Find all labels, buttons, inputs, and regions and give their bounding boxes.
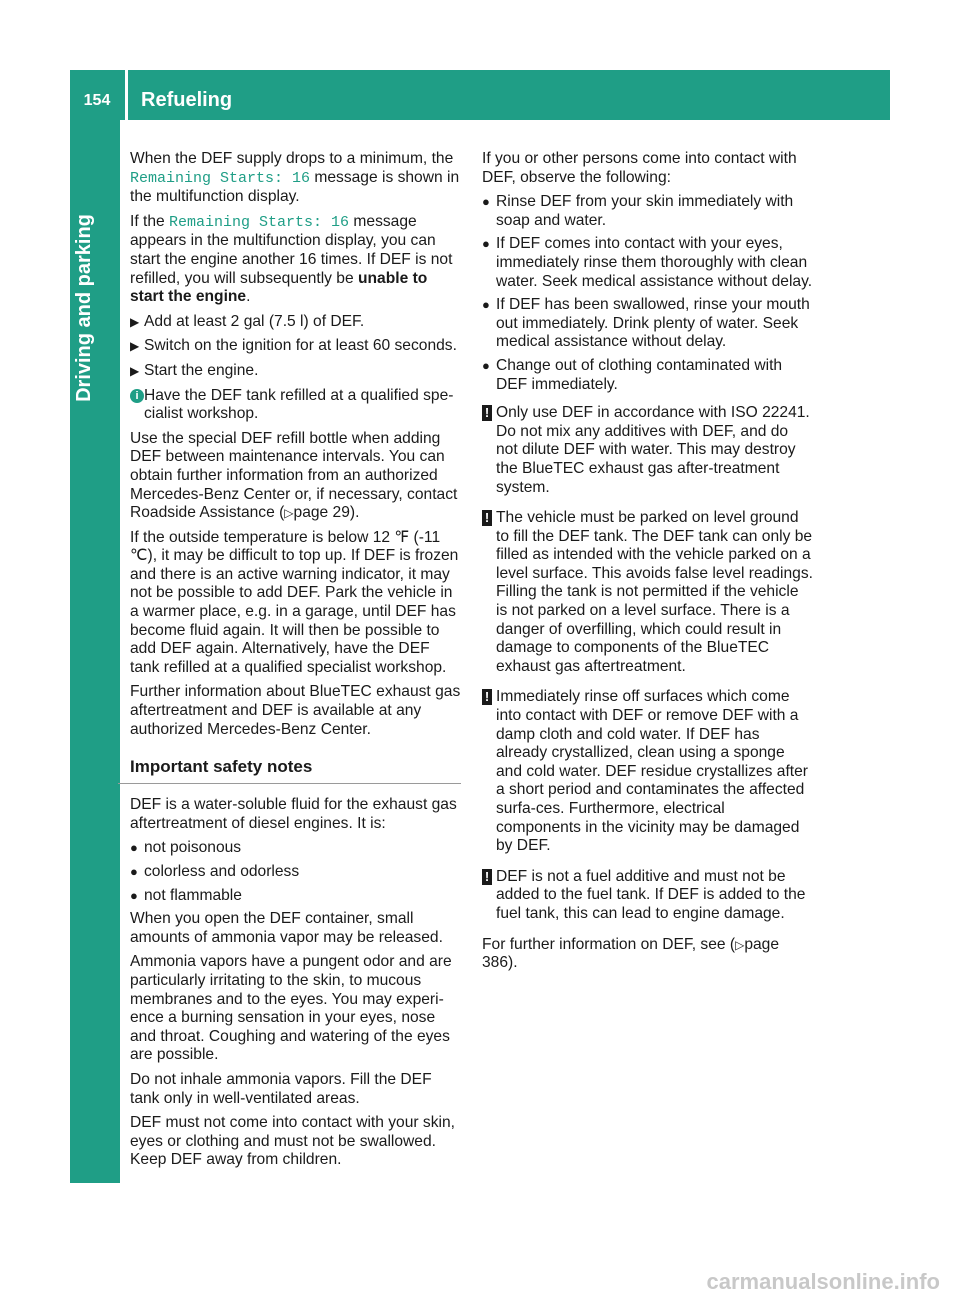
warning-note: ! Immediately rinse off surfaces which come into contact with DEF or remove DEF with a damp cloth and cold water. If DEF has already crystallized, clean using a sponge and cold water. DEF residue crystallizes after a short period and contaminates the affected surfa-ces. Furthermore, electrical components in the vicinity may be damaged by DEF. bbox=[482, 688, 814, 855]
display-message: Remaining Starts: 16 bbox=[169, 213, 350, 231]
arrow-icon: ▶ bbox=[130, 339, 140, 354]
bullet-icon: ● bbox=[482, 194, 490, 210]
arrow-icon: ▶ bbox=[130, 363, 140, 378]
warning-note: ! Only use DEF in accordance with ISO 22241. Do not mix any additives with DEF, and do not dilute DEF with water. This may destroy the BlueTEC exhaust gas after-treatment system. bbox=[482, 404, 814, 497]
side-tab-gap bbox=[70, 1183, 120, 1255]
bullet-icon: ● bbox=[130, 840, 138, 856]
header-divider bbox=[125, 70, 128, 120]
paragraph: DEF is a water-soluble fluid for the exhaust gas aftertreatment of diesel engines. It is: bbox=[130, 796, 457, 832]
list-item: ● not poisonous bbox=[130, 839, 242, 857]
warning-note: ! The vehicle must be parked on level ground to fill the DEF tank. The DEF tank can only be filled as intended with the vehicle parked on a level surface. This avoids false level readings. Filling the tank is not permitted if the vehicle is not parked on a level surface. There is a danger of overfilling, which could result in damage to components of the BlueTEC exhaust gas aftertreatment. bbox=[482, 509, 814, 676]
watermark: carmanualsonline.info bbox=[706, 1269, 940, 1294]
list-item: ● If DEF comes into contact with your eyes, immediately rinse them thoroughly with clean water. Seek medical assistance without delay. bbox=[482, 235, 813, 290]
bullet-icon: ● bbox=[482, 297, 490, 313]
page-ref-triangle-icon: ▷ bbox=[735, 937, 745, 952]
left-column bbox=[130, 150, 461, 1176]
page-title: Refueling bbox=[141, 89, 233, 111]
bullet-icon: ● bbox=[482, 236, 490, 252]
bullet-icon: ● bbox=[130, 887, 138, 903]
paragraph: For further information on DEF, see (▷page 386). bbox=[482, 935, 780, 972]
paragraph: When the DEF supply drops to a minimum, the Remaining Starts: 16 message is shown in the multifunction display. bbox=[130, 150, 460, 206]
step-item: ▶ Switch on the ignition for at least 60 seconds. bbox=[130, 337, 457, 355]
exclamation-icon: ! bbox=[482, 405, 492, 421]
paragraph: Use the special DEF refill bottle when adding DEF between maintenance intervals. You can obtain further information from an authorized Mercedes-Benz Center or, if necessary, contact Roadside Assistance (▷page 29). bbox=[130, 429, 458, 522]
paragraph: Do not inhale ammonia vapors. Fill the DEF tank only in well-ventilated areas. bbox=[130, 1070, 432, 1107]
bullet-icon: ● bbox=[482, 357, 490, 373]
warning-note: ! DEF is not a fuel additive and must not be added to the fuel tank. If DEF is added to the fuel tank, this can lead to engine damage. bbox=[482, 868, 814, 924]
paragraph: Further information about BlueTEC exhaust gas aftertreatment and DEF is available at any authorized Mercedes-Benz Center. bbox=[130, 683, 461, 738]
step-item: ▶ Add at least 2 gal (7.5 l) of DEF. bbox=[130, 312, 365, 330]
exclamation-icon: ! bbox=[482, 510, 492, 526]
info-note: i Have the DEF tank refilled at a qualified spe-cialist workshop. bbox=[130, 387, 461, 424]
exclamation-icon: ! bbox=[482, 689, 492, 705]
page-number: 154 bbox=[83, 92, 111, 109]
exclamation-icon: ! bbox=[482, 869, 492, 885]
page-ref-triangle-icon: ▷ bbox=[284, 506, 294, 521]
display-message: Remaining Starts: 16 bbox=[130, 169, 311, 187]
list-item: ● Rinse DEF from your skin immediately with soap and water. bbox=[482, 193, 794, 229]
section-rule bbox=[118, 783, 461, 784]
list-item: ● not flammable bbox=[130, 886, 242, 904]
right-column bbox=[482, 150, 814, 979]
list-item: ● Change out of clothing contaminated with DEF immediately. bbox=[482, 356, 783, 393]
list-item: ● If DEF has been swallowed, rinse your mouth out immediately. Drink plenty of water. Seek medical assistance without delay. bbox=[482, 296, 810, 351]
step-item: ▶ Start the engine. bbox=[130, 361, 259, 379]
bullet-icon: ● bbox=[130, 864, 138, 879]
paragraph: When you open the DEF container, small amounts of ammonia vapor may be released. bbox=[130, 910, 443, 946]
page-reference[interactable]: page 386 bbox=[482, 935, 780, 972]
page-reference[interactable]: page 29 bbox=[293, 504, 350, 522]
arrow-icon: ▶ bbox=[130, 314, 140, 329]
section-heading: Important safety notes bbox=[130, 757, 313, 777]
paragraph: If you or other persons come into contact with DEF, observe the following: bbox=[482, 150, 797, 186]
paragraph: If the outside temperature is below 12 ℉ (‑11 ℃), it may be difficult to top up. If DEF is frozen and there is an active warning indicator, it may not be possible to add DEF. Park the vehicle in a warmer place, e.g. in a garage, until DEF has become fluid again. It will then be possible to add DEF again. Alternatively, have the DEF tank refilled at a qualified specialist workshop. bbox=[130, 528, 459, 676]
paragraph: DEF must not come into contact with your skin, eyes or clothing and must not be swallowed. Keep DEF away from children. bbox=[130, 1114, 455, 1169]
info-icon: i bbox=[130, 389, 144, 403]
paragraph: If the Remaining Starts: 16 message appears in the multifunction display, you can start the engine another 16 times. If DEF is not refilled, you will subsequently be unable to start the engine. bbox=[130, 212, 453, 306]
list-item: ● colorless and odorless bbox=[130, 863, 300, 880]
paragraph: Ammonia vapors have a pungent odor and are particularly irritating to the skin, to mucous membranes and to the eyes. You may experi-ence a burning sensation in your eyes, nose and throat. Coughing and watering of the eyes are possible. bbox=[130, 953, 452, 1064]
